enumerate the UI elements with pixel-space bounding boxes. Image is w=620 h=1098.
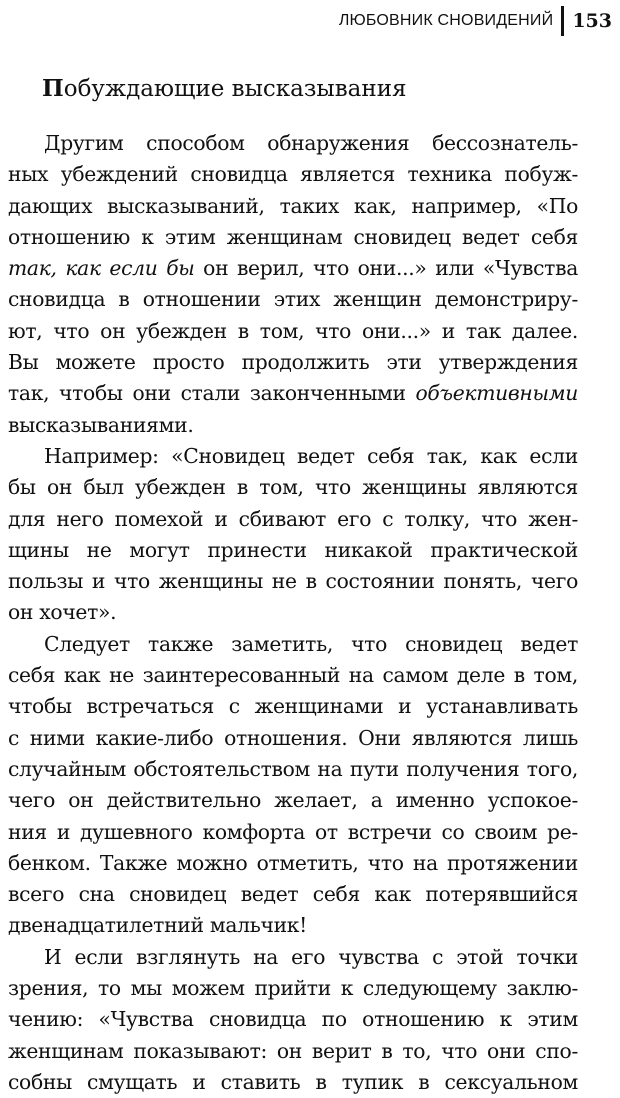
text-run: собны смущать и ставить в тупик в сексуальном — [8, 1069, 578, 1094]
paragraph — [8, 629, 578, 942]
text-run: Например: «Сновидец ведет себя так, как если — [44, 443, 578, 468]
text-run: себя как не заинтересованный на самом деле в том, — [8, 663, 578, 688]
text-line — [8, 378, 578, 409]
text-line — [8, 191, 578, 222]
text-run: Вы можете просто продолжить эти утверждения — [8, 350, 578, 375]
text-line — [8, 128, 578, 159]
text-run: чтобы встречаться с женщинами и устанавливать — [8, 694, 578, 719]
text-line — [8, 660, 578, 691]
text-run: ных убеждений сновидца является техника побуж- — [8, 162, 578, 187]
text-run: всего сна сновидец ведет себя как потерявшийся — [8, 882, 578, 907]
text-line — [8, 504, 578, 535]
text-line — [8, 472, 578, 503]
text-line — [8, 253, 578, 284]
text-line — [8, 942, 578, 973]
text-line — [8, 347, 578, 378]
text-run: чего он действительно желает, а именно успокое- — [8, 788, 578, 813]
body-text — [8, 128, 578, 1098]
text-line — [8, 284, 578, 315]
text-line — [8, 879, 578, 910]
text-run: отношению к этим женщинам сновидец ведет себя — [8, 224, 578, 249]
section-heading-initial: П — [42, 75, 64, 102]
text-run: двенадцатилетний мальчик! — [8, 913, 308, 938]
text-run: И если взглянуть на его чувства с этой точки — [44, 944, 578, 969]
text-run: так, чтобы они стали законченными — [8, 381, 416, 406]
text-run: он хочет». — [8, 600, 117, 625]
text-line — [8, 535, 578, 566]
text-line — [8, 754, 578, 785]
text-line — [8, 691, 578, 722]
text-line — [8, 1067, 578, 1098]
text-run: Другим способом обнаружения бессознатель- — [44, 131, 578, 155]
text-line — [8, 566, 578, 597]
text-line — [8, 159, 578, 190]
text-line — [8, 973, 578, 1004]
text-line — [8, 785, 578, 816]
text-line — [8, 910, 578, 941]
text-line — [8, 1036, 578, 1067]
text-line — [8, 1004, 578, 1035]
page-number: 153 — [572, 10, 612, 32]
text-run: для него помехой и сбивают его с толку, что жен- — [8, 506, 578, 531]
paragraph — [8, 441, 578, 629]
section-heading-text: обуждающие высказывания — [63, 76, 407, 102]
text-run: чению: «Чувства сновидца по отношению к этим — [8, 1007, 578, 1032]
text-run: сновидца в отношении этих женщин демонстриру- — [8, 287, 578, 312]
text-line — [8, 629, 578, 660]
text-run: щины не могут принести никакой практической — [8, 537, 578, 562]
text-run: ют, что он убежден в том, что они...» и так далее. — [8, 318, 578, 343]
text-run: с ними какие-либо отношения. Они являются лишь — [8, 725, 578, 750]
running-title: ЛЮБОВНИК СНОВИДЕНИЙ — [338, 12, 554, 29]
running-header — [339, 4, 612, 38]
text-line — [8, 848, 578, 879]
text-run: высказываниями. — [8, 412, 194, 437]
text-line — [8, 597, 578, 628]
paragraph — [8, 128, 578, 441]
text-line — [8, 723, 578, 754]
italic-text: так, как если бы — [8, 256, 195, 281]
text-line — [8, 222, 578, 253]
section-heading — [42, 72, 578, 106]
text-line — [8, 817, 578, 848]
text-run: дающих высказываний, таких как, например, «По — [8, 193, 578, 218]
italic-text: объективными — [415, 381, 578, 406]
text-run: пользы и что женщины не в состоянии понять, чего — [8, 569, 578, 594]
text-run: Следует также заметить, что сновидец ведет — [44, 631, 578, 656]
text-run: бенком. Также можно отметить, что на протяжении — [8, 850, 578, 875]
header-divider — [561, 6, 564, 36]
text-run: зрения, то мы можем прийти к следующему заклю- — [8, 976, 578, 1001]
text-run: бы он был убежден в том, что женщины являются — [8, 475, 578, 500]
page-body — [8, 72, 578, 1098]
text-line — [8, 441, 578, 472]
text-run: он верил, что они...» или «Чувства — [194, 256, 578, 281]
text-run: случайным обстоятельством на пути получения того, — [8, 756, 578, 781]
text-run: ния и душевного комфорта от встречи со своим ре- — [8, 819, 578, 844]
text-line — [8, 316, 578, 347]
text-line — [8, 410, 578, 441]
text-run: женщинам показывают: он верит в то, что они спо- — [8, 1038, 578, 1063]
